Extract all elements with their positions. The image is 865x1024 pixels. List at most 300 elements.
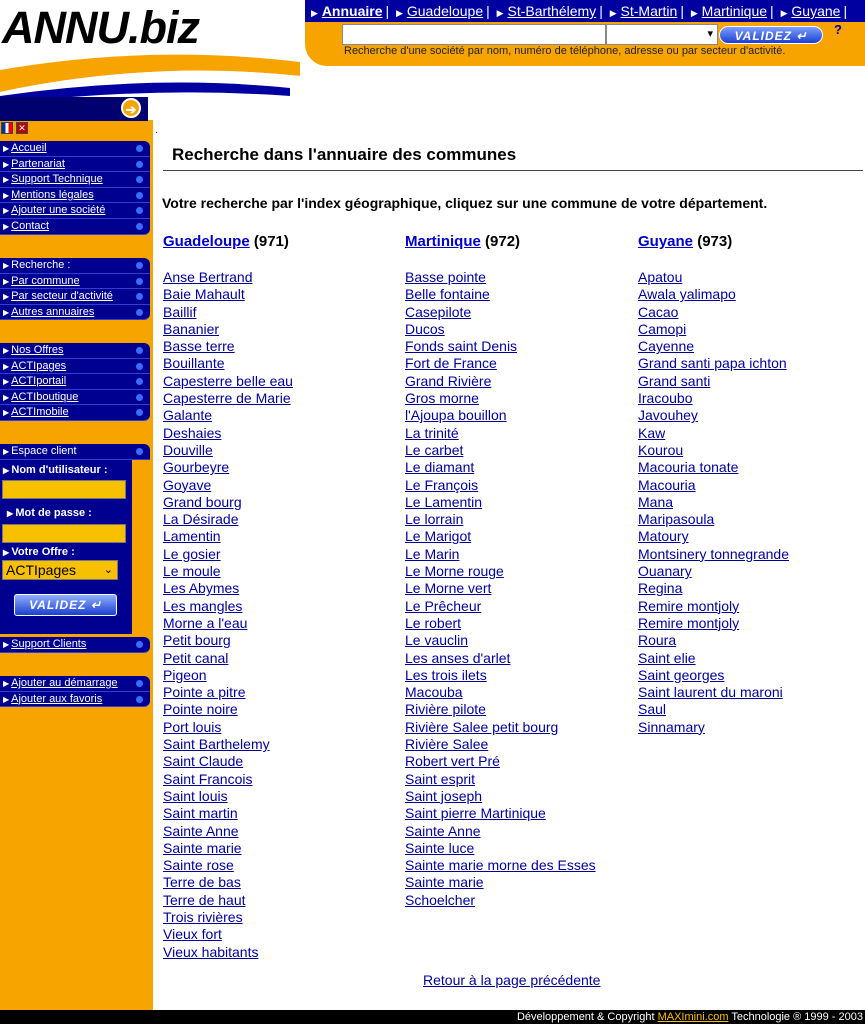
list-item	[405, 511, 596, 528]
commune-link[interactable]: Le Marin	[405, 545, 460, 562]
sidebar-item-actipages[interactable]	[0, 359, 150, 375]
sidebar-item-label[interactable]: Par secteur d'activité	[11, 290, 113, 303]
sidebar-item-actiboutique[interactable]	[0, 390, 150, 406]
list-item	[163, 909, 293, 926]
page-title: Recherche dans l'annuaire des communes	[172, 145, 517, 164]
commune-link[interactable]: Macouria tonate	[638, 459, 739, 476]
dot-icon	[136, 448, 143, 455]
commune-link[interactable]: Baillif	[163, 303, 197, 320]
sidebar-section-label: Recherche :	[11, 259, 71, 271]
bullet-icon: ▶	[3, 292, 10, 302]
commune-link[interactable]: Saint Claude	[163, 753, 244, 770]
list-item	[638, 477, 789, 494]
sidebar-item-nos-offres[interactable]	[0, 343, 150, 359]
commune-link[interactable]: Saul	[638, 701, 667, 718]
list-item	[405, 701, 596, 718]
flag-uk-icon[interactable]: ✕	[16, 122, 28, 134]
bullet-icon: ▶	[3, 392, 10, 402]
main-content	[153, 120, 865, 1010]
sidebar-item-par-secteur[interactable]	[0, 289, 150, 305]
sidebar-item-actimobile[interactable]	[0, 405, 150, 421]
list-item	[405, 355, 596, 372]
sidebar-menu-offres	[0, 343, 150, 421]
spacer-dot: .	[155, 125, 158, 136]
sidebar-item-recherche-head	[0, 258, 150, 274]
topnav-martinique[interactable]: Martinique	[701, 3, 768, 19]
list-item	[405, 425, 596, 442]
commune-link[interactable]: Macouria	[638, 476, 696, 493]
topnav-st-martin[interactable]: St-Martin	[620, 3, 678, 19]
list-item	[638, 442, 789, 459]
sidebar-item-label[interactable]: Contact	[11, 219, 50, 232]
list-item	[405, 304, 596, 321]
list-item	[163, 944, 293, 961]
commune-link[interactable]: Sinnamary	[638, 718, 705, 735]
commune-link[interactable]: Petit bourg	[163, 632, 231, 649]
commune-link[interactable]: Cacao	[638, 303, 679, 320]
list-item	[405, 892, 596, 909]
list-item	[163, 459, 293, 476]
commune-link[interactable]: Javouhey	[638, 407, 698, 424]
sidebar-item-label[interactable]: Partenariat	[11, 157, 65, 170]
sidebar-item-label[interactable]: ACTIportail	[11, 375, 67, 388]
list-item	[638, 407, 789, 424]
commune-link[interactable]: Camopi	[638, 320, 687, 337]
bullet-icon: ▶	[3, 377, 10, 387]
commune-link[interactable]: Saint esprit	[405, 770, 476, 787]
commune-link[interactable]: Matoury	[638, 528, 689, 545]
sidebar-item-ajouter-favoris[interactable]	[0, 692, 150, 708]
topnav-guadeloupe[interactable]: Guadeloupe	[406, 3, 484, 19]
list-item	[163, 442, 293, 459]
list-item	[405, 719, 596, 736]
list-item	[638, 355, 789, 372]
commune-link[interactable]: Saint Barthelemy	[163, 736, 270, 753]
commune-link[interactable]: Fort de France	[405, 355, 497, 372]
commune-link[interactable]: Saint pierre Martinique	[405, 805, 546, 822]
list-item	[163, 823, 293, 840]
list-item	[163, 286, 293, 303]
username-field[interactable]	[2, 480, 126, 499]
bullet-icon: ▶	[3, 361, 10, 371]
list-item	[638, 598, 789, 615]
commune-link[interactable]: Le robert	[405, 614, 462, 631]
dot-icon	[136, 161, 143, 168]
list-item	[405, 771, 596, 788]
commune-link[interactable]: Le gosier	[163, 545, 221, 562]
bullet-icon: ▶	[3, 221, 10, 231]
title-divider	[163, 170, 863, 171]
dot-icon	[136, 394, 143, 401]
commune-link[interactable]: Terre de haut	[163, 891, 246, 908]
search-category-select[interactable]	[606, 24, 718, 45]
commune-link[interactable]: Regina	[638, 580, 683, 597]
list-item	[163, 546, 293, 563]
commune-link[interactable]: Le Marigot	[405, 528, 472, 545]
commune-link[interactable]: Capesterre de Marie	[163, 390, 291, 407]
commune-link[interactable]: Saint elie	[638, 649, 696, 666]
commune-link[interactable]: l'Ajoupa bouillon	[405, 407, 507, 424]
dot-icon	[136, 262, 143, 269]
arrow-right-icon[interactable]: ➔	[121, 98, 141, 118]
commune-link[interactable]: Saint louis	[163, 787, 228, 804]
sidebar-item-label[interactable]: ACTImobile	[11, 406, 69, 419]
commune-link[interactable]: Le vauclin	[405, 632, 469, 649]
commune-link[interactable]: La trinité	[405, 424, 459, 441]
dot-icon	[136, 347, 143, 354]
list-item	[405, 667, 596, 684]
commune-link[interactable]: Rivière pilote	[405, 701, 486, 718]
region-code: (972)	[485, 233, 521, 250]
commune-link[interactable]: Maripasoula	[638, 511, 715, 528]
sidebar-item-support-technique[interactable]	[0, 172, 150, 188]
list-item	[405, 684, 596, 701]
list-item	[405, 477, 596, 494]
list-item	[638, 580, 789, 597]
list-item	[638, 390, 789, 407]
sidebar-item-label[interactable]: Ajouter aux favoris	[11, 692, 103, 705]
sidebar-item-accueil[interactable]	[0, 141, 150, 157]
sidebar-item-label[interactable]: Nos Offres	[11, 344, 64, 356]
list-item	[405, 546, 596, 563]
commune-link[interactable]: Petit canal	[163, 649, 229, 666]
offer-select[interactable]	[2, 560, 118, 580]
list-item	[163, 407, 293, 424]
dot-icon	[136, 696, 143, 703]
top-nav: ▶ Annuaire | ▶ Guadeloupe | ▶ St-Barthélemy | ▶ St-Martin | ▶ Martinique | ▶ Guyane |	[305, 0, 865, 22]
commune-link[interactable]: Roura	[638, 632, 677, 649]
search-hint: Recherche d'une société par nom, numéro de téléphone, adresse ou par secteur d'activité.	[344, 45, 786, 57]
commune-link[interactable]: Le lorrain	[405, 511, 464, 528]
list-item	[163, 771, 293, 788]
commune-link[interactable]: Ducos	[405, 320, 445, 337]
commune-link[interactable]: Basse terre	[163, 338, 235, 355]
sidebar-menu-recherche	[0, 258, 150, 320]
list-item	[405, 580, 596, 597]
list-item	[405, 321, 596, 338]
commune-link[interactable]: Deshaies	[163, 424, 222, 441]
sidebar-item-ajouter-demarrage[interactable]	[0, 676, 150, 692]
list-item	[405, 442, 596, 459]
commune-list	[638, 269, 789, 736]
commune-link[interactable]: Bananier	[163, 320, 220, 337]
commune-link[interactable]: La Désirade	[163, 511, 239, 528]
commune-link[interactable]: Baie Mahault	[163, 286, 245, 303]
list-item	[405, 650, 596, 667]
commune-link[interactable]: Le Morne rouge	[405, 563, 504, 580]
commune-link[interactable]: Grand bourg	[163, 493, 242, 510]
sidebar-item-label[interactable]: Support Technique	[11, 173, 103, 186]
region-link[interactable]: Guyane	[638, 233, 694, 250]
commune-link[interactable]: Bouillante	[163, 355, 225, 372]
list-item	[163, 701, 293, 718]
sidebar-item-label[interactable]: Ajouter au démarrage	[11, 677, 118, 689]
commune-link[interactable]: Basse pointe	[405, 269, 486, 285]
sidebar-item-ajouter-societe[interactable]	[0, 203, 150, 219]
back-link[interactable]: Retour à la page précédente	[423, 972, 601, 988]
list-item	[405, 373, 596, 390]
list-item	[638, 632, 789, 649]
footer-suffix: Technologie ® 1999 - 2003	[728, 1011, 863, 1023]
list-item	[163, 892, 293, 909]
sidebar-item-label[interactable]: Ajouter une société	[11, 204, 106, 217]
region-heading	[163, 233, 293, 269]
sidebar-item-label[interactable]: ACTIboutique	[11, 390, 79, 403]
commune-link[interactable]: Capesterre belle eau	[163, 372, 293, 389]
list-item	[163, 632, 293, 649]
commune-link[interactable]: Les trois ilets	[405, 666, 487, 683]
region-column-martinique	[405, 233, 596, 909]
nav-bullet-icon: ▶	[496, 8, 504, 18]
list-item	[638, 425, 789, 442]
bullet-icon: ▶	[3, 679, 10, 688]
commune-link[interactable]: Sainte rose	[163, 857, 234, 874]
dot-icon	[136, 293, 143, 300]
footer-link[interactable]: MAXImini.com	[657, 1011, 729, 1023]
list-item	[638, 373, 789, 390]
commune-link[interactable]: Sainte luce	[405, 839, 475, 856]
commune-link[interactable]: Grand Rivière	[405, 372, 492, 389]
commune-link[interactable]: Vieux habitants	[163, 943, 259, 960]
commune-link[interactable]: Le carbet	[405, 441, 464, 458]
dot-icon	[136, 145, 143, 152]
dot-icon	[136, 176, 143, 183]
commune-link[interactable]: Morne a l'eau	[163, 614, 248, 631]
nav-bullet-icon: ▶	[396, 8, 403, 18]
commune-link[interactable]: Saint joseph	[405, 787, 483, 804]
commune-list	[405, 269, 596, 909]
list-item	[163, 304, 293, 321]
sidebar-item-par-commune[interactable]	[0, 274, 150, 290]
commune-link[interactable]: Kaw	[638, 424, 666, 441]
username-label: ▶ Nom d'utilisateur :	[3, 464, 108, 476]
list-item	[405, 494, 596, 511]
commune-link[interactable]: Belle fontaine	[405, 286, 490, 303]
list-item	[638, 269, 789, 286]
language-flags	[1, 122, 28, 140]
list-item	[163, 805, 293, 822]
sidebar-item-label[interactable]: Support Clients	[11, 638, 87, 650]
commune-link[interactable]: Grand santi	[638, 372, 711, 389]
list-item	[163, 511, 293, 528]
commune-link[interactable]: Le Prêcheur	[405, 597, 482, 614]
nav-bullet-icon: ▶	[609, 8, 617, 18]
commune-link[interactable]: Le François	[405, 476, 479, 493]
list-item	[638, 615, 789, 632]
dot-icon	[136, 363, 143, 370]
sidebar-item-contact[interactable]	[0, 219, 150, 235]
list-item	[638, 286, 789, 303]
sidebar-item-label[interactable]: Mentions légales	[11, 188, 94, 201]
region-code: (973)	[697, 233, 733, 250]
commune-link[interactable]: Gros morne	[405, 390, 479, 407]
sidebar-item-espace-client	[0, 444, 150, 460]
intro-text: Votre recherche par l'index géographique, cliquez sur une commune de votre département.	[162, 195, 768, 211]
commune-link[interactable]: Les Abymes	[163, 580, 240, 597]
dot-icon	[136, 409, 143, 416]
flag-fr-icon[interactable]	[1, 122, 13, 134]
commune-link[interactable]: Casepilote	[405, 303, 472, 320]
sidebar-item-label[interactable]: Autres annuaires	[11, 305, 95, 318]
commune-link[interactable]: Mana	[638, 493, 674, 510]
region-link[interactable]: Guadeloupe	[163, 233, 250, 250]
offer-select-value: ACTIpages	[6, 562, 77, 578]
list-item	[163, 425, 293, 442]
chevron-down-icon: ▾	[707, 28, 713, 40]
commune-link[interactable]: Vieux fort	[163, 926, 222, 943]
commune-link[interactable]: Rivière Salee	[405, 736, 489, 753]
commune-link[interactable]: Le Lamentin	[405, 493, 483, 510]
commune-link[interactable]: Sainte Anne	[163, 822, 239, 839]
commune-link[interactable]: Cayenne	[638, 338, 695, 355]
commune-link[interactable]: Iracoubo	[638, 390, 693, 407]
bullet-icon: ▶	[3, 261, 10, 270]
search-submit-button[interactable]	[719, 26, 823, 44]
sidebar-item-label[interactable]: Par commune	[11, 274, 80, 287]
dot-icon	[136, 278, 143, 285]
list-item	[405, 840, 596, 857]
bullet-icon: ▶	[3, 408, 10, 418]
sidebar-item-support-clients[interactable]	[0, 637, 150, 653]
list-item	[638, 684, 789, 701]
commune-link[interactable]: Anse Bertrand	[163, 269, 253, 285]
topnav-guyane[interactable]: Guyane	[791, 3, 841, 19]
commune-link[interactable]: Remire montjoly	[638, 597, 740, 614]
search-submit-label: VALIDEZ	[734, 29, 793, 43]
bullet-icon: ▶	[3, 206, 10, 216]
list-item	[163, 667, 293, 684]
list-item	[405, 598, 596, 615]
list-item	[405, 338, 596, 355]
commune-link[interactable]: Saint laurent du maroni	[638, 684, 783, 701]
list-item	[163, 926, 293, 943]
commune-link[interactable]: Goyave	[163, 476, 212, 493]
nav-bullet-icon: ▶	[311, 8, 318, 18]
sidebar-menu-support	[0, 637, 150, 653]
list-item	[163, 598, 293, 615]
region-link[interactable]: Martinique	[405, 233, 481, 250]
commune-link[interactable]: Montsinery tonnegrande	[638, 545, 789, 562]
region-column-guyane	[638, 233, 789, 736]
commune-link[interactable]: Macouba	[405, 684, 463, 701]
commune-link[interactable]: Sainte marie morne des Esses	[405, 857, 596, 874]
list-item	[405, 857, 596, 874]
commune-link[interactable]: Saint Francois	[163, 770, 253, 787]
list-item	[405, 788, 596, 805]
commune-link[interactable]: Le moule	[163, 563, 221, 580]
password-field[interactable]	[2, 524, 126, 543]
list-item	[638, 701, 789, 718]
topnav-st-barthelemy[interactable]: St-Barthélemy	[507, 3, 597, 19]
commune-link[interactable]: Le diamant	[405, 459, 475, 476]
commune-link[interactable]: Lamentin	[163, 528, 221, 545]
list-item	[405, 407, 596, 424]
help-icon[interactable]: ?	[834, 22, 842, 37]
commune-link[interactable]: Saint georges	[638, 666, 725, 683]
commune-link[interactable]: Sainte marie	[163, 839, 242, 856]
commune-link[interactable]: Port louis	[163, 718, 222, 735]
topnav-annuaire[interactable]: Annuaire	[321, 3, 383, 19]
commune-link[interactable]: Pigeon	[163, 666, 207, 683]
sidebar-item-autres-annuaires[interactable]	[0, 305, 150, 321]
commune-link[interactable]: Grand santi papa ichton	[638, 355, 787, 372]
sidebar-item-mentions-legales[interactable]	[0, 188, 150, 204]
commune-link[interactable]: Rivière Salee petit bourg	[405, 718, 559, 735]
sidebar-menu-bookmarks	[0, 676, 150, 707]
commune-link[interactable]: Remire montjoly	[638, 614, 740, 631]
commune-link[interactable]: Schoelcher	[405, 891, 476, 908]
footer-prefix: Développement & Copyright	[516, 1011, 658, 1023]
commune-link[interactable]: Robert vert Pré	[405, 753, 500, 770]
list-item	[405, 269, 596, 286]
commune-link[interactable]: Les mangles	[163, 597, 243, 614]
list-item	[163, 373, 293, 390]
commune-link[interactable]: Le Morne vert	[405, 580, 492, 597]
bullet-icon: ▶	[3, 159, 10, 169]
commune-link[interactable]: Saint martin	[163, 805, 238, 822]
commune-link[interactable]: Sainte Anne	[405, 822, 481, 839]
commune-link[interactable]: Terre de bas	[163, 874, 241, 891]
list-item	[405, 805, 596, 822]
list-item	[638, 304, 789, 321]
commune-link[interactable]: Apatou	[638, 269, 683, 285]
list-item	[405, 632, 596, 649]
list-item	[405, 753, 596, 770]
list-item	[405, 390, 596, 407]
bullet-icon: ▶	[3, 640, 10, 649]
region-column-guadeloupe	[163, 233, 293, 961]
commune-link[interactable]: Trois rivières	[163, 908, 243, 925]
commune-link[interactable]: Fonds saint Denis	[405, 338, 518, 355]
dot-icon	[136, 207, 143, 214]
commune-link[interactable]: Pointe a pitre	[163, 684, 246, 701]
commune-link[interactable]: Pointe noire	[163, 701, 238, 718]
sidebar-item-partenariat[interactable]	[0, 157, 150, 173]
list-item	[405, 874, 596, 891]
list-item	[638, 511, 789, 528]
commune-list	[163, 269, 293, 961]
commune-link[interactable]: Sainte marie	[405, 874, 484, 891]
commune-link[interactable]: Awala yalimapo	[638, 286, 736, 303]
dot-icon	[136, 680, 143, 687]
commune-link[interactable]: Douville	[163, 441, 213, 458]
list-item	[163, 528, 293, 545]
sidebar-menu-main	[0, 141, 150, 235]
commune-link[interactable]: Les anses d'arlet	[405, 649, 511, 666]
logo-text: ANNU.biz	[2, 2, 199, 53]
left-sidebar	[0, 102, 153, 1010]
commune-link[interactable]: Gourbeyre	[163, 459, 230, 476]
sidebar-item-label[interactable]: Accueil	[11, 142, 47, 154]
nav-bullet-icon: ▶	[780, 8, 788, 18]
commune-link[interactable]: Ouanary	[638, 563, 692, 580]
commune-link[interactable]: Galante	[163, 407, 213, 424]
commune-link[interactable]: Kourou	[638, 441, 684, 458]
login-submit-button[interactable]	[14, 594, 117, 616]
bullet-icon: ▶	[3, 346, 10, 355]
list-item	[638, 459, 789, 476]
search-input[interactable]	[342, 24, 606, 45]
bullet-icon: ▶	[3, 307, 10, 317]
bullet-icon: ▶	[3, 694, 10, 704]
list-item	[163, 684, 293, 701]
chevron-down-icon: ⌄	[103, 564, 113, 576]
list-item	[163, 650, 293, 667]
sidebar-item-actiportail[interactable]	[0, 374, 150, 390]
list-item	[163, 390, 293, 407]
sidebar-item-label[interactable]: ACTIpages	[11, 359, 67, 372]
bullet-icon: ▶	[3, 447, 10, 456]
